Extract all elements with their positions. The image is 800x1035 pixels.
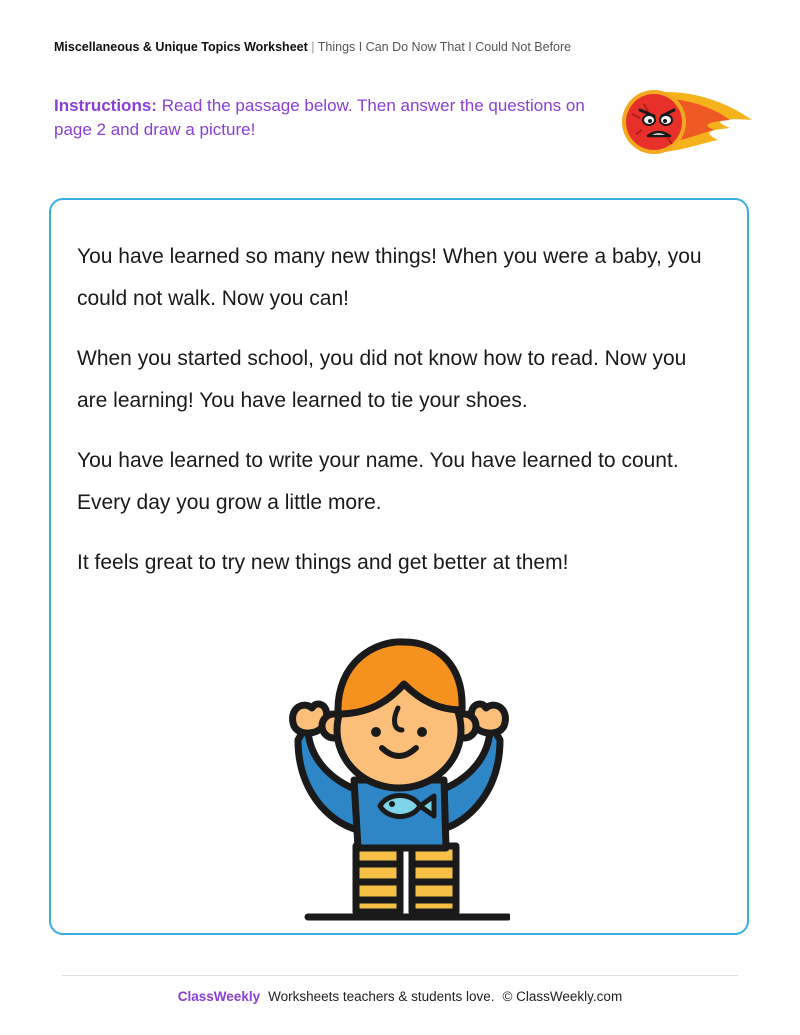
footer-divider [62,975,738,976]
footer [0,989,800,1004]
footer-brand: ClassWeekly [177,989,261,1004]
footer-tagline: Worksheets teachers & students love. [268,989,495,1004]
instructions [54,94,614,142]
worksheet-subtitle: Things I Can Do Now That I Could Not Before [317,40,572,54]
happy-kid-icon [288,630,510,926]
passage-paragraph: You have learned to write your name. You have learned to count. Every day you grow a little more. [77,449,679,514]
fireball-icon [618,84,752,160]
header-separator: | [311,40,315,54]
passage-paragraph: When you started school, you did not know how to read. Now you are learning! You have learned to tie your shoes. [77,347,687,412]
worksheet-header [54,40,774,54]
passage-paragraph: It feels great to try new things and get better at them! [77,551,569,574]
footer-copyright: © ClassWeekly.com [502,989,623,1004]
instructions-label: Instructions: [54,96,157,115]
instructions-text: Read the passage below. Then answer the questions on page 2 and draw a picture! [54,96,585,139]
reading-passage [77,236,717,602]
worksheet-title: Miscellaneous & Unique Topics Worksheet [54,40,308,54]
passage-paragraph: You have learned so many new things! When you were a baby, you could not walk. Now you can! [77,245,702,310]
